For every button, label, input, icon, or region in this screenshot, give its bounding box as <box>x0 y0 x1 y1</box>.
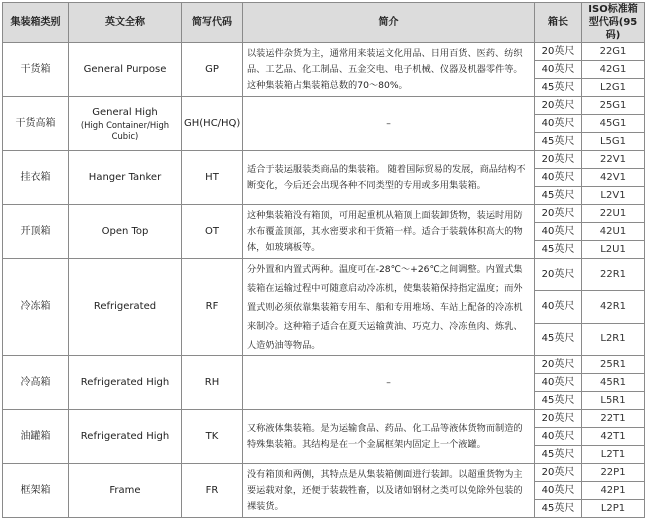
english-name-cell <box>69 205 182 259</box>
length-cell: 40英尺 <box>535 482 582 500</box>
description-cell: – <box>243 97 535 151</box>
table-row <box>3 205 645 223</box>
length-cell: 40英尺 <box>535 428 582 446</box>
header-iso: ISO标准箱型代码(95码) <box>582 3 645 43</box>
english-name: Refrigerated High <box>80 430 170 442</box>
iso-code-cell: 25G1 <box>582 97 645 115</box>
container-type-cell: 框架箱 <box>3 464 69 518</box>
table-row <box>3 151 645 169</box>
iso-code-cell: 22T1 <box>582 410 645 428</box>
length-cell: 45英尺 <box>535 133 582 151</box>
length-cell: 20英尺 <box>535 410 582 428</box>
table-row <box>3 43 645 61</box>
iso-code-cell: 42T1 <box>582 428 645 446</box>
length-cell: 40英尺 <box>535 374 582 392</box>
english-name: Open Top <box>101 225 149 237</box>
english-name: General High <box>92 106 158 118</box>
english-name: Refrigerated <box>93 301 157 312</box>
english-name: Hanger Tanker <box>88 171 162 183</box>
length-cell: 40英尺 <box>535 169 582 187</box>
header-row <box>3 3 645 43</box>
length-cell: 40英尺 <box>535 291 582 323</box>
iso-code-cell: L5R1 <box>582 392 645 410</box>
iso-code-cell: 42U1 <box>582 223 645 241</box>
length-cell: 45英尺 <box>535 323 582 355</box>
length-cell: 45英尺 <box>535 392 582 410</box>
iso-code-cell: 22V1 <box>582 151 645 169</box>
container-type-cell: 冷高箱 <box>3 356 69 410</box>
iso-code-cell: 42P1 <box>582 482 645 500</box>
abbr-code-cell: RH <box>182 356 243 410</box>
abbr-code-cell: FR <box>182 464 243 518</box>
abbr-code-cell: GP <box>182 43 243 97</box>
length-cell: 20英尺 <box>535 205 582 223</box>
length-cell: 20英尺 <box>535 356 582 374</box>
iso-code-cell: L5G1 <box>582 133 645 151</box>
header-abbr: 简写代码 <box>182 3 243 43</box>
header-desc: 简介 <box>243 3 535 43</box>
description-cell: – <box>243 356 535 410</box>
abbr-code-cell: TK <box>182 410 243 464</box>
english-name: General Purpose <box>83 63 167 75</box>
table-row <box>3 410 645 428</box>
english-name-cell <box>69 97 182 151</box>
description-cell: 适合于装运服装类商品的集装箱。 随着国际贸易的发展，商品结构不断变化，今后还会出现各种不同类型的专用或多用集装箱。 <box>243 151 535 205</box>
iso-code-cell: L2G1 <box>582 79 645 97</box>
iso-code-cell: 45G1 <box>582 115 645 133</box>
abbr-code-cell: RF <box>182 259 243 356</box>
container-types-table <box>2 2 645 518</box>
table-row <box>3 259 645 291</box>
table-row <box>3 97 645 115</box>
iso-code-cell: L2R1 <box>582 323 645 355</box>
table-body <box>3 43 645 518</box>
container-type-cell: 冷冻箱 <box>3 259 69 356</box>
english-name-cell <box>69 151 182 205</box>
length-cell: 20英尺 <box>535 43 582 61</box>
english-name-cell <box>69 259 182 356</box>
description-cell: 分外置和内置式两种。温度可在-28℃～+26℃之间调整。内置式集装箱在运输过程中可随意启动冷冻机，使集装箱保持指定温度；而外置式则必须依靠集装箱专用车、船和专用堆场、车站上配备的冷冻机来制冷。这种箱子适合在夏天运输黄油、巧克力、冷冻鱼肉、炼乳、人造奶油等物品。 <box>243 259 535 356</box>
description-cell: 没有箱顶和两侧，其特点是从集装箱侧面进行装卸。以超重货物为主要运载对象，还便于装载牲畜，以及诸如钢材之类可以免除外包装的裸装货。 <box>243 464 535 518</box>
length-cell: 45英尺 <box>535 187 582 205</box>
iso-code-cell: 22U1 <box>582 205 645 223</box>
english-name-cell <box>69 410 182 464</box>
container-type-cell: 干货高箱 <box>3 97 69 151</box>
length-cell: 45英尺 <box>535 446 582 464</box>
iso-code-cell: L2V1 <box>582 187 645 205</box>
length-cell: 40英尺 <box>535 61 582 79</box>
length-cell: 45英尺 <box>535 500 582 518</box>
length-cell: 20英尺 <box>535 97 582 115</box>
container-type-cell: 油罐箱 <box>3 410 69 464</box>
description-cell: 这种集装箱没有箱顶，可用起重机从箱顶上面装卸货物，装运时用防水布覆盖顶部，其水密要求和干货箱一样。适合于装载体积高大的物体，如玻璃板等。 <box>243 205 535 259</box>
iso-code-cell: 22G1 <box>582 43 645 61</box>
length-cell: 20英尺 <box>535 464 582 482</box>
length-cell: 45英尺 <box>535 241 582 259</box>
container-type-cell: 开顶箱 <box>3 205 69 259</box>
iso-code-cell: 22R1 <box>582 259 645 291</box>
table-row <box>3 464 645 482</box>
description-cell: 又称液体集装箱。是为运输食品、药品、化工品等液体货物而制造的特殊集装箱。其结构是在一个金属框架内固定上一个液罐。 <box>243 410 535 464</box>
english-name: Refrigerated High <box>80 376 170 388</box>
abbr-code-cell: OT <box>182 205 243 259</box>
iso-code-cell: 22P1 <box>582 464 645 482</box>
description-cell: 以装运件杂货为主，通常用来装运文化用品、日用百货、医药、纺织品、工艺品、化工制品、五金交电、电子机械、仪器及机器零件等。这种集装箱占集装箱总数的70～80%。 <box>243 43 535 97</box>
iso-code-cell: 42G1 <box>582 61 645 79</box>
header-english: 英文全称 <box>69 3 182 43</box>
length-cell: 20英尺 <box>535 259 582 291</box>
container-type-cell: 干货箱 <box>3 43 69 97</box>
iso-code-cell: 45R1 <box>582 374 645 392</box>
length-cell: 40英尺 <box>535 115 582 133</box>
length-cell: 40英尺 <box>535 223 582 241</box>
length-cell: 45英尺 <box>535 79 582 97</box>
table-row <box>3 356 645 374</box>
english-name: Frame <box>109 484 141 496</box>
iso-code-cell: L2P1 <box>582 500 645 518</box>
length-cell: 20英尺 <box>535 151 582 169</box>
abbr-code-cell: GH(HC/HQ) <box>182 97 243 151</box>
iso-code-cell: L2T1 <box>582 446 645 464</box>
iso-code-cell: 42R1 <box>582 291 645 323</box>
abbr-code-cell: HT <box>182 151 243 205</box>
english-name-sub: (High Container/High Cubic) <box>80 119 170 141</box>
english-name-cell <box>69 356 182 410</box>
iso-code-cell: 42V1 <box>582 169 645 187</box>
header-type: 集装箱类别 <box>3 3 69 43</box>
iso-code-cell: L2U1 <box>582 241 645 259</box>
english-name-cell <box>69 43 182 97</box>
container-type-cell: 挂衣箱 <box>3 151 69 205</box>
iso-code-cell: 25R1 <box>582 356 645 374</box>
header-length: 箱长 <box>535 3 582 43</box>
